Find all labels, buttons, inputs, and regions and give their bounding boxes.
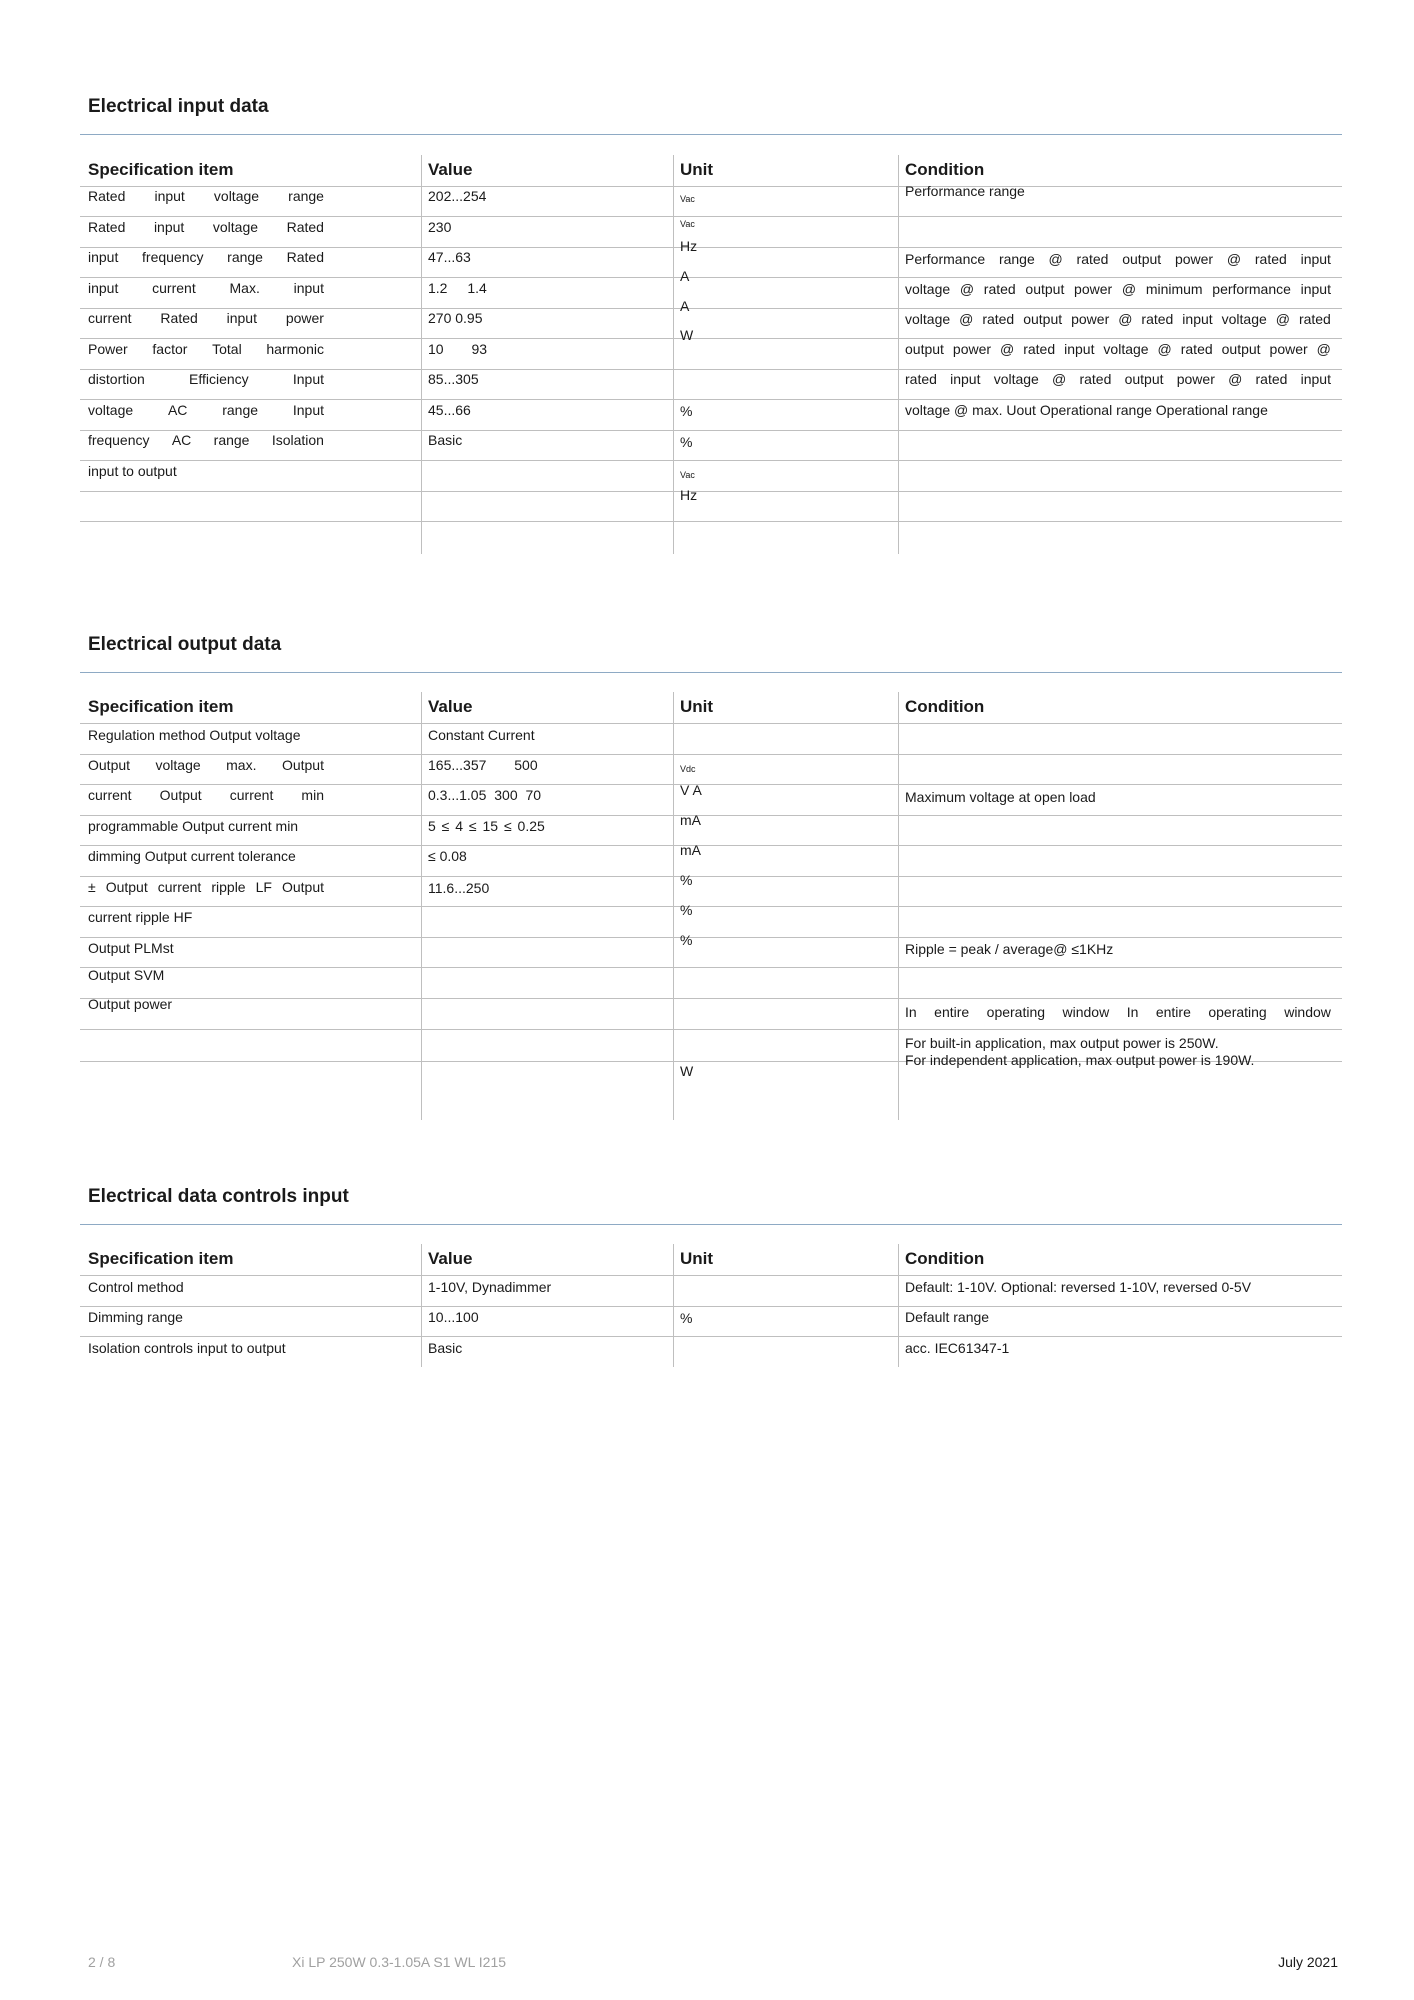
col-header-unit: Unit [680,160,714,179]
col-header-condition: Condition [905,1249,985,1268]
word: output [905,341,944,357]
col-header-unit: Unit [680,1249,714,1268]
condition-cell [905,311,1331,328]
word: power [1176,371,1215,387]
word: AC [171,432,192,448]
word: input [1182,311,1213,327]
word: input [293,280,324,296]
unit-cell: Vac [680,219,695,229]
condition-cell [905,281,1331,298]
word: @ [959,281,975,297]
row-divider [80,369,1342,370]
unit-cell: % [680,1310,693,1326]
value-cell: 85...305 [428,371,479,387]
row-divider [80,1275,1342,1276]
spec-cell [88,188,324,205]
unit-cell: Vdc [680,764,696,774]
spec-cell [88,219,324,236]
unit-cell: A [680,298,690,314]
word: Performance [905,251,986,267]
word: In [1126,1004,1139,1020]
word: voltage [905,281,951,297]
word: Rated [286,219,324,235]
unit-cell: mA [680,812,701,828]
word: Efficiency [189,371,249,387]
word: output [1221,341,1261,357]
row-divider [80,784,1342,785]
condition-cell: Ripple = peak / average@ ≤1KHz [905,941,1114,957]
word: entire [1155,1004,1191,1020]
value-cell: 202...254 [428,188,487,204]
word: ± [88,879,96,895]
word: output [1124,371,1164,387]
word: @ [1000,341,1015,357]
word: range [998,251,1035,267]
word: range [227,249,263,265]
word: @ [1157,341,1172,357]
spec-cell [88,310,324,327]
value-cell: Basic [428,432,463,448]
word: input [1300,371,1331,387]
spec-cell [88,757,324,774]
word: @ [1275,311,1290,327]
word: Output [159,787,202,803]
word: output [1025,281,1065,297]
value-cell: 10...100 [428,1309,479,1325]
word: rated [983,281,1016,297]
word: operating [1208,1004,1267,1020]
footer-product-name: Xi LP 250W 0.3-1.05A S1 WL I215 [292,1954,507,1970]
value-cell: Basic [428,1340,463,1356]
word: @ [1048,251,1063,267]
spec-cell: Dimming range [88,1309,183,1325]
spec-cell [88,280,324,297]
word: window [1284,1004,1331,1020]
col-header-spec: Specification item [88,160,234,179]
word: rated [1076,251,1109,267]
word: range [222,402,259,418]
word: minimum [1145,281,1203,297]
condition-cell: voltage @ max. Uout Operational range Operational range [905,402,1268,418]
word: power [952,341,992,357]
word: @ [1052,371,1067,387]
row-divider [80,521,1342,522]
condition-cell: Default range [905,1309,990,1325]
word: @ [959,311,974,327]
unit-cell: Vac [680,194,695,204]
word: Total [212,341,242,357]
col-divider [673,155,674,554]
spec-cell [88,341,324,358]
unit-cell: W [680,1063,694,1079]
word: Output [281,757,324,773]
value-cell: 230 [428,219,452,235]
word: rated [905,371,937,387]
row-divider [80,216,1342,217]
value-cell: 1-10V, Dynadimmer [428,1279,552,1295]
unit-cell: Vac [680,470,695,480]
condition-cell: For built-in application, max output power is 250W. [905,1035,1219,1051]
condition-cell: Performance range [905,183,1025,199]
spec-cell [88,402,324,419]
spec-cell: Output SVM [88,967,165,983]
spec-cell: Output PLMst [88,940,174,956]
value-cell: 165...357 500 [428,757,538,773]
word: voltage [213,188,260,204]
word: voltage [1103,341,1149,357]
value-cell: ≤ 0.08 [428,848,467,864]
value-cell: 5 ≤ 4 ≤ 15 ≤ 0.25 [428,818,545,834]
word: rated [1079,371,1112,387]
word: rated [1141,311,1174,327]
word: voltage [905,311,951,327]
row-divider [80,308,1342,309]
word: Power [88,341,128,357]
word: output [1023,311,1063,327]
word: Rated [88,188,126,204]
value-cell: 0.3...1.05 300 70 [428,787,542,803]
word: Input [292,402,324,418]
word: frequency [142,249,204,265]
unit-cell: % [680,872,693,888]
col-header-spec: Specification item [88,1249,234,1268]
word: distortion [88,371,145,387]
word: AC [167,402,188,418]
word: current [229,787,274,803]
value-cell: 47...63 [428,249,471,265]
word: input [950,371,981,387]
word: current [88,310,132,326]
section-title: Electrical output data [88,634,282,655]
spec-cell [88,371,324,388]
condition-cell [905,371,1331,388]
spec-cell: Isolation controls input to output [88,1340,286,1356]
word: performance [1212,281,1291,297]
word: In [905,1004,917,1020]
word: rated [1023,341,1056,357]
unit-cell: Hz [680,487,698,503]
condition-cell: For independent application, max output power is 190W. [905,1052,1255,1068]
col-header-condition: Condition [905,160,985,179]
section-rule [80,1224,1342,1225]
col-header-value: Value [428,697,473,716]
word: rated [1255,371,1288,387]
col-header-value: Value [428,1249,473,1268]
row-divider [80,1029,1342,1030]
word: window [1062,1004,1110,1020]
word: entire [934,1004,970,1020]
word: range [213,432,250,448]
section-rule [80,672,1342,673]
unit-cell: V A [680,782,702,798]
condition-cell: Default: 1-10V. Optional: reversed 1-10V, reversed 0-5V [905,1279,1252,1295]
unit-cell: % [680,403,693,419]
col-divider [898,155,899,554]
unit-cell: mA [680,842,701,858]
footer-date: July 2021 [1278,1954,1338,1970]
word: voltage [155,757,201,773]
spec-cell: input to output [88,463,177,479]
row-divider [80,460,1342,461]
word: voltage [212,219,259,235]
word: rated [1254,251,1287,267]
word: voltage [993,371,1039,387]
spec-cell: Output power [88,996,173,1012]
spec-cell: Regulation method Output voltage [88,727,301,743]
row-divider [80,1336,1342,1337]
spec-cell: dimming Output current tolerance [88,848,296,864]
row-divider [80,815,1342,816]
condition-cell: Maximum voltage at open load [905,789,1096,805]
spec-cell: Control method [88,1279,184,1295]
word: current [157,879,202,895]
section-title: Electrical data controls input [88,1186,349,1207]
row-divider [80,1306,1342,1307]
word: rated [1180,341,1213,357]
condition-cell: acc. IEC61347-1 [905,1340,1010,1356]
word: input [226,310,257,326]
word: LF [255,879,272,895]
word: max. [226,757,257,773]
row-divider [80,906,1342,907]
row-divider [80,430,1342,431]
word: voltage [1221,311,1267,327]
word: ripple [211,879,246,895]
row-divider [80,754,1342,755]
row-divider [80,876,1342,877]
word: min [301,787,324,803]
word: frequency [88,432,150,448]
value-cell: 1.2 1.4 [428,280,487,296]
word: input [1300,251,1331,267]
word: Rated [286,249,324,265]
spec-cell [88,249,324,266]
row-divider [80,247,1342,248]
spec-cell [88,432,324,449]
word: input [88,280,119,296]
row-divider [80,399,1342,400]
word: @ [1228,371,1243,387]
row-divider [80,937,1342,938]
word: @ [1316,341,1331,357]
word: current [152,280,196,296]
word: rated [1298,311,1331,327]
word: Output [88,757,131,773]
word: input [1064,341,1095,357]
word: rated [982,311,1015,327]
unit-cell: W [680,327,694,343]
row-divider [80,186,1342,187]
word: Isolation [271,432,324,448]
spec-cell: programmable Output current min [88,818,299,834]
row-divider [80,338,1342,339]
word: Output [105,879,148,895]
col-header-condition: Condition [905,697,985,716]
unit-cell: % [680,434,693,450]
word: power [1074,281,1113,297]
word: input [153,219,185,235]
word: operating [986,1004,1046,1020]
word: input [88,249,119,265]
row-divider [80,491,1342,492]
word: Input [292,371,324,387]
spec-cell: current ripple HF [88,909,193,925]
word: power [1071,311,1110,327]
word: Rated [88,219,126,235]
value-cell: 270 0.95 [428,310,483,326]
value-cell: 11.6...250 [428,880,490,896]
word: Max. [229,280,260,296]
word: current [88,787,132,803]
word: range [288,188,324,204]
word: @ [1121,281,1137,297]
value-cell: 10 93 [428,341,488,357]
unit-cell: A [680,268,690,284]
section-rule [80,134,1342,135]
spec-cell [88,879,324,896]
word: input [1300,281,1331,297]
condition-cell [905,1004,1331,1021]
word: harmonic [266,341,324,357]
word: power [285,310,324,326]
value-cell: Constant Current [428,727,535,743]
condition-cell [905,341,1331,358]
spec-cell [88,787,324,804]
word: factor [152,341,188,357]
condition-cell [905,251,1331,268]
word: power [1174,251,1214,267]
row-divider [80,845,1342,846]
col-header-unit: Unit [680,697,714,716]
unit-cell: % [680,902,693,918]
word: voltage [88,402,134,418]
word: @ [1118,311,1133,327]
row-divider [80,723,1342,724]
word: Rated [160,310,198,326]
row-divider [80,277,1342,278]
unit-cell: % [680,932,693,948]
col-header-value: Value [428,160,473,179]
word: Output [281,879,324,895]
footer-page-number: 2 / 8 [88,1954,116,1970]
value-cell: 45...66 [428,402,471,418]
word: @ [1226,251,1242,267]
word: output [1122,251,1162,267]
word: power [1269,341,1308,357]
unit-cell: Hz [680,238,698,254]
col-header-spec: Specification item [88,697,234,716]
section-title: Electrical input data [88,96,269,117]
col-divider [421,155,422,554]
word: input [154,188,185,204]
